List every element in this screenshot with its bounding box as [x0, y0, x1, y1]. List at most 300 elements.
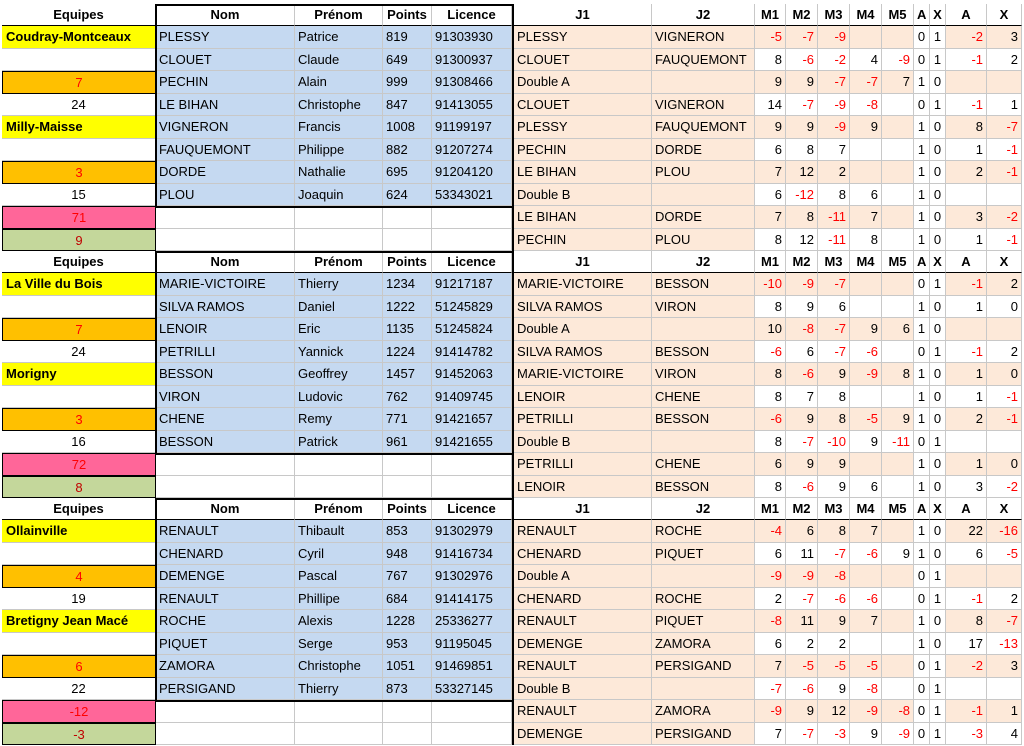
- player-name: [156, 476, 295, 499]
- team-score-cell: 4: [2, 565, 156, 588]
- match-set-score: 8: [755, 386, 786, 409]
- match-player1: Double B: [514, 678, 652, 701]
- table-border: [156, 251, 512, 253]
- player-points: 762: [383, 386, 432, 409]
- match-result: 1: [930, 341, 946, 364]
- match-result: 1: [914, 206, 930, 229]
- header-points: Points: [383, 4, 432, 26]
- player-licence: 91217187: [432, 273, 512, 296]
- team-name: Morigny: [2, 363, 156, 386]
- header-x: X: [987, 4, 1022, 26]
- match-player1: LENOIR: [514, 476, 652, 499]
- match-set-score: 9: [850, 723, 882, 746]
- header-m3: M3: [818, 498, 850, 520]
- player-points: 853: [383, 520, 432, 543]
- match-result: 1: [946, 453, 987, 476]
- match-player2: DORDE: [652, 139, 755, 162]
- player-points: 1234: [383, 273, 432, 296]
- player-firstname: [295, 723, 383, 746]
- match-set-score: -6: [786, 476, 818, 499]
- match-result: [987, 678, 1022, 701]
- player-firstname: Pascal: [295, 565, 383, 588]
- match-set-score: 8: [755, 49, 786, 72]
- match-set-score: [882, 296, 914, 319]
- match-result: [946, 678, 987, 701]
- match-result: 0: [987, 453, 1022, 476]
- match-result: 0: [930, 363, 946, 386]
- player-points: [383, 723, 432, 746]
- header-x: X: [987, 498, 1022, 520]
- match-set-score: 8: [755, 476, 786, 499]
- header-x: X: [930, 4, 946, 26]
- player-points: 1051: [383, 655, 432, 678]
- match-set-score: [882, 386, 914, 409]
- match-set-score: -7: [786, 26, 818, 49]
- match-set-score: -6: [786, 49, 818, 72]
- player-licence: [432, 700, 512, 723]
- header-a: A: [914, 251, 930, 273]
- match-set-score: 8: [755, 431, 786, 454]
- match-result: 0: [930, 206, 946, 229]
- match-set-score: -5: [755, 26, 786, 49]
- match-result: 1: [914, 229, 930, 252]
- header-x: X: [930, 251, 946, 273]
- match-result: 1: [930, 678, 946, 701]
- match-set-score: 8: [818, 184, 850, 207]
- match-set-score: [882, 655, 914, 678]
- match-result: 1: [987, 700, 1022, 723]
- match-set-score: 7: [882, 71, 914, 94]
- match-player1: Double A: [514, 71, 652, 94]
- match-set-score: 6: [882, 318, 914, 341]
- match-set-score: -2: [818, 49, 850, 72]
- match-set-score: 8: [786, 206, 818, 229]
- header-prenom: Prénom: [295, 498, 383, 520]
- match-set-score: -7: [818, 318, 850, 341]
- match-set-score: 8: [755, 296, 786, 319]
- match-player2: BESSON: [652, 476, 755, 499]
- match-player2: CHENE: [652, 386, 755, 409]
- player-name: BESSON: [156, 431, 295, 454]
- team-score-cell: 15: [2, 184, 156, 207]
- match-player1: RENAULT: [514, 520, 652, 543]
- match-player2: PLOU: [652, 229, 755, 252]
- player-name: FAUQUEMONT: [156, 139, 295, 162]
- match-set-score: 12: [786, 161, 818, 184]
- match-set-score: -8: [850, 94, 882, 117]
- player-points: 999: [383, 71, 432, 94]
- match-set-score: [882, 94, 914, 117]
- match-player1: RENAULT: [514, 700, 652, 723]
- match-result: 3: [946, 206, 987, 229]
- match-set-score: 2: [786, 633, 818, 656]
- match-set-score: -9: [818, 116, 850, 139]
- match-result: -1: [946, 273, 987, 296]
- match-set-score: [882, 565, 914, 588]
- match-set-score: 9: [818, 610, 850, 633]
- match-player2: VIRON: [652, 363, 755, 386]
- match-set-score: [882, 184, 914, 207]
- player-name: [156, 453, 295, 476]
- match-result: -1: [987, 139, 1022, 162]
- match-result: 1: [914, 116, 930, 139]
- match-result: 1: [914, 633, 930, 656]
- match-set-score: -7: [786, 588, 818, 611]
- match-result: 0: [930, 386, 946, 409]
- match-player2: [652, 678, 755, 701]
- match-player1: PLESSY: [514, 116, 652, 139]
- match-result: 17: [946, 633, 987, 656]
- player-points: 1008: [383, 116, 432, 139]
- player-points: [383, 700, 432, 723]
- player-name: [156, 723, 295, 746]
- match-set-score: -6: [755, 341, 786, 364]
- player-licence: 25336277: [432, 610, 512, 633]
- match-set-score: 7: [755, 655, 786, 678]
- team-score-cell: 71: [2, 206, 156, 229]
- table-border: [155, 4, 157, 206]
- player-points: 684: [383, 588, 432, 611]
- match-set-score: 14: [755, 94, 786, 117]
- player-licence: [432, 723, 512, 746]
- match-result: -7: [987, 610, 1022, 633]
- match-set-score: 12: [818, 700, 850, 723]
- match-set-score: -12: [786, 184, 818, 207]
- match-set-score: [882, 453, 914, 476]
- header-licence: Licence: [432, 4, 512, 26]
- match-set-score: [850, 453, 882, 476]
- match-result: 1: [914, 184, 930, 207]
- match-set-score: 7: [786, 386, 818, 409]
- match-set-score: [850, 273, 882, 296]
- match-set-score: -9: [818, 94, 850, 117]
- match-result: -2: [987, 206, 1022, 229]
- match-set-score: -8: [882, 700, 914, 723]
- match-set-score: 6: [755, 184, 786, 207]
- match-result: 1: [930, 49, 946, 72]
- match-result: 1: [930, 273, 946, 296]
- match-result: 2: [987, 273, 1022, 296]
- header-m5: M5: [882, 251, 914, 273]
- match-result: 1: [930, 655, 946, 678]
- match-result: 0: [914, 588, 930, 611]
- match-set-score: 9: [786, 71, 818, 94]
- match-result: [946, 431, 987, 454]
- team-score-cell: -12: [2, 700, 156, 723]
- match-player1: Double B: [514, 431, 652, 454]
- match-player2: ZAMORA: [652, 633, 755, 656]
- match-result: 8: [946, 116, 987, 139]
- match-set-score: -6: [755, 408, 786, 431]
- match-result: -1: [987, 229, 1022, 252]
- player-firstname: [295, 229, 383, 252]
- match-set-score: 2: [755, 588, 786, 611]
- header-a: A: [914, 4, 930, 26]
- match-set-score: -8: [755, 610, 786, 633]
- match-result: 0: [914, 655, 930, 678]
- match-set-score: -9: [850, 363, 882, 386]
- match-result: 3: [987, 26, 1022, 49]
- header-a: A: [946, 4, 987, 26]
- header-m3: M3: [818, 4, 850, 26]
- player-name: PLOU: [156, 184, 295, 207]
- table-border: [156, 453, 512, 455]
- player-points: 953: [383, 633, 432, 656]
- match-set-score: -7: [818, 71, 850, 94]
- player-points: 1135: [383, 318, 432, 341]
- match-player2: BESSON: [652, 408, 755, 431]
- match-set-score: 7: [818, 139, 850, 162]
- match-set-score: [882, 588, 914, 611]
- player-firstname: Patrick: [295, 431, 383, 454]
- match-result: -5: [987, 543, 1022, 566]
- match-result: 1: [946, 229, 987, 252]
- header-points: Points: [383, 251, 432, 273]
- match-set-score: 9: [786, 116, 818, 139]
- match-set-score: -9: [755, 565, 786, 588]
- player-firstname: Christophe: [295, 655, 383, 678]
- match-player2: FAUQUEMONT: [652, 49, 755, 72]
- match-result: 1: [930, 94, 946, 117]
- team-score-cell: 6: [2, 655, 156, 678]
- player-name: PETRILLI: [156, 341, 295, 364]
- player-name: PLESSY: [156, 26, 295, 49]
- match-set-score: -7: [786, 723, 818, 746]
- player-points: 649: [383, 49, 432, 72]
- header-m3: M3: [818, 251, 850, 273]
- match-result: -7: [987, 116, 1022, 139]
- header-points: Points: [383, 498, 432, 520]
- match-result: 0: [914, 49, 930, 72]
- table-border: [156, 4, 512, 6]
- header-prenom: Prénom: [295, 4, 383, 26]
- team-score-cell: 24: [2, 94, 156, 117]
- match-set-score: 7: [755, 723, 786, 746]
- player-licence: 91421655: [432, 431, 512, 454]
- match-set-score: [882, 273, 914, 296]
- header-m5: M5: [882, 498, 914, 520]
- match-set-score: 10: [755, 318, 786, 341]
- match-result: 1: [914, 453, 930, 476]
- player-firstname: Alexis: [295, 610, 383, 633]
- match-set-score: [882, 610, 914, 633]
- match-result: [946, 565, 987, 588]
- header-equipes: Equipes: [2, 4, 156, 26]
- match-set-score: 6: [755, 543, 786, 566]
- match-set-score: -4: [755, 520, 786, 543]
- match-set-score: [882, 26, 914, 49]
- match-set-score: -7: [755, 678, 786, 701]
- match-result: -1: [946, 94, 987, 117]
- player-points: 882: [383, 139, 432, 162]
- header-j1: J1: [514, 251, 652, 273]
- player-firstname: Geoffrey: [295, 363, 383, 386]
- player-licence: 91421657: [432, 408, 512, 431]
- match-result: 0: [930, 408, 946, 431]
- match-result: 1: [914, 520, 930, 543]
- match-result: [987, 71, 1022, 94]
- player-licence: 91452063: [432, 363, 512, 386]
- match-result: 1: [930, 723, 946, 746]
- header-j2: J2: [652, 498, 755, 520]
- match-set-score: 8: [786, 139, 818, 162]
- header-m4: M4: [850, 4, 882, 26]
- team-score-cell: 3: [2, 161, 156, 184]
- table-border: [512, 4, 514, 251]
- match-result: 2: [987, 49, 1022, 72]
- match-set-score: 7: [755, 161, 786, 184]
- header-prenom: Prénom: [295, 251, 383, 273]
- match-player1: CHENARD: [514, 543, 652, 566]
- match-set-score: 2: [818, 161, 850, 184]
- table-border: [156, 700, 512, 702]
- match-result: 3: [946, 476, 987, 499]
- header-m1: M1: [755, 251, 786, 273]
- match-set-score: -5: [850, 655, 882, 678]
- match-set-score: 11: [786, 610, 818, 633]
- player-points: 624: [383, 184, 432, 207]
- match-set-score: [882, 229, 914, 252]
- team-score-cell: [2, 386, 156, 409]
- player-firstname: Remy: [295, 408, 383, 431]
- match-result: 1: [930, 565, 946, 588]
- match-set-score: -7: [818, 543, 850, 566]
- player-licence: 91300937: [432, 49, 512, 72]
- match-result: 0: [930, 633, 946, 656]
- player-firstname: [295, 476, 383, 499]
- match-set-score: 7: [850, 520, 882, 543]
- match-set-score: 6: [755, 139, 786, 162]
- match-set-score: 7: [850, 206, 882, 229]
- match-set-score: 9: [850, 116, 882, 139]
- player-firstname: Christophe: [295, 94, 383, 117]
- player-licence: [432, 476, 512, 499]
- player-name: [156, 229, 295, 252]
- player-licence: [432, 206, 512, 229]
- match-set-score: -6: [786, 363, 818, 386]
- player-points: 847: [383, 94, 432, 117]
- player-name: PERSIGAND: [156, 678, 295, 701]
- match-set-score: 6: [818, 296, 850, 319]
- player-licence: 91302979: [432, 520, 512, 543]
- team-name: Milly-Maisse: [2, 116, 156, 139]
- player-name: ZAMORA: [156, 655, 295, 678]
- match-set-score: [882, 116, 914, 139]
- match-result: 0: [930, 610, 946, 633]
- match-set-score: -9: [882, 49, 914, 72]
- match-result: [946, 184, 987, 207]
- player-points: [383, 453, 432, 476]
- match-result: 0: [930, 296, 946, 319]
- match-player1: PETRILLI: [514, 453, 652, 476]
- table-border: [512, 251, 514, 498]
- match-player2: VIGNERON: [652, 26, 755, 49]
- match-set-score: [882, 206, 914, 229]
- match-player2: PERSIGAND: [652, 655, 755, 678]
- match-result: 0: [914, 94, 930, 117]
- match-player1: SILVA RAMOS: [514, 341, 652, 364]
- match-player2: BESSON: [652, 273, 755, 296]
- player-firstname: Serge: [295, 633, 383, 656]
- team-score-cell: 9: [2, 229, 156, 252]
- match-player1: Double A: [514, 565, 652, 588]
- player-name: [156, 700, 295, 723]
- match-player1: LENOIR: [514, 386, 652, 409]
- match-result: 0: [930, 184, 946, 207]
- match-result: 0: [930, 543, 946, 566]
- header-equipes: Equipes: [2, 498, 156, 520]
- match-set-score: -10: [755, 273, 786, 296]
- match-set-score: 12: [786, 229, 818, 252]
- match-result: -1: [946, 700, 987, 723]
- match-result: 1: [914, 71, 930, 94]
- player-firstname: Daniel: [295, 296, 383, 319]
- player-name: SILVA RAMOS: [156, 296, 295, 319]
- player-licence: 91413055: [432, 94, 512, 117]
- header-m4: M4: [850, 251, 882, 273]
- match-player1: PECHIN: [514, 139, 652, 162]
- match-player2: [652, 318, 755, 341]
- match-set-score: [850, 296, 882, 319]
- match-result: 1: [914, 296, 930, 319]
- player-name: CHENARD: [156, 543, 295, 566]
- match-result: -1: [987, 408, 1022, 431]
- match-player1: RENAULT: [514, 655, 652, 678]
- match-set-score: 9: [786, 296, 818, 319]
- match-player2: [652, 431, 755, 454]
- match-result: 1: [914, 363, 930, 386]
- match-result: 1: [946, 296, 987, 319]
- player-name: PIQUET: [156, 633, 295, 656]
- match-player2: FAUQUEMONT: [652, 116, 755, 139]
- match-set-score: 8: [818, 408, 850, 431]
- player-name: DEMENGE: [156, 565, 295, 588]
- match-result: -1: [946, 341, 987, 364]
- match-set-score: 9: [818, 453, 850, 476]
- team-score-cell: 7: [2, 318, 156, 341]
- match-set-score: [882, 139, 914, 162]
- match-set-score: 7: [850, 610, 882, 633]
- player-licence: 53343021: [432, 184, 512, 207]
- player-name: MARIE-VICTOIRE: [156, 273, 295, 296]
- match-set-score: -10: [818, 431, 850, 454]
- player-licence: 91199197: [432, 116, 512, 139]
- match-set-score: -7: [818, 273, 850, 296]
- player-name: RENAULT: [156, 520, 295, 543]
- match-set-score: [850, 26, 882, 49]
- match-result: -1: [946, 588, 987, 611]
- match-set-score: 8: [850, 229, 882, 252]
- match-player1: MARIE-VICTOIRE: [514, 363, 652, 386]
- match-player1: Double B: [514, 184, 652, 207]
- match-player2: PERSIGAND: [652, 723, 755, 746]
- header-j2: J2: [652, 251, 755, 273]
- player-licence: 91204120: [432, 161, 512, 184]
- match-set-score: -5: [850, 408, 882, 431]
- match-player1: LE BIHAN: [514, 206, 652, 229]
- match-set-score: -11: [882, 431, 914, 454]
- match-set-score: 6: [755, 633, 786, 656]
- player-licence: 91303930: [432, 26, 512, 49]
- match-player2: PIQUET: [652, 543, 755, 566]
- player-licence: 91416734: [432, 543, 512, 566]
- match-player2: ZAMORA: [652, 700, 755, 723]
- match-set-score: 8: [818, 386, 850, 409]
- match-set-score: 7: [755, 206, 786, 229]
- table-border: [156, 498, 512, 500]
- match-result: 0: [914, 26, 930, 49]
- match-result: 2: [987, 588, 1022, 611]
